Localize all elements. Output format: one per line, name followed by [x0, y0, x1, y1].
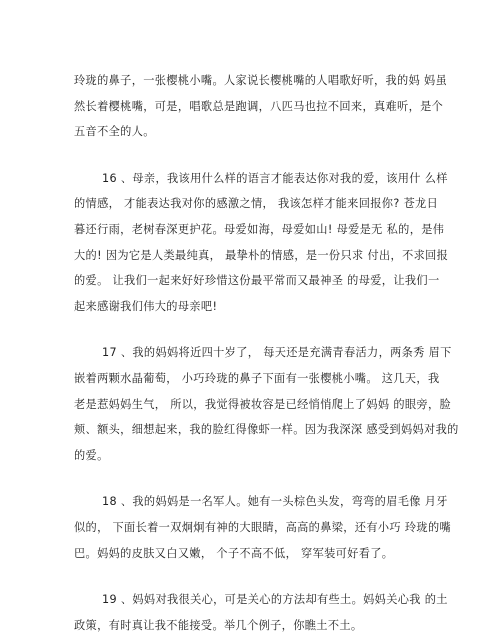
text-line: 16 、母亲，我该用什么样的语言才能表达你对我的爱，该用什 么样 [102, 171, 448, 185]
text-line: 18 、我的妈妈是一名军人。她有一头棕色头发，弯弯的眉毛像 月牙 [102, 495, 448, 509]
text-line: 暮还行雨，老树春深更护花。母爱如海，母爱如山! 母爱是无 私的，是伟 [74, 222, 445, 236]
paragraph-15-end [74, 68, 460, 145]
text-line: 政策，有时真让我不能接受。举几个例子，你瞧土不土。 [74, 618, 363, 632]
text-line: 玲珑的鼻子，一张樱桃小嘴。人家说长樱桃嘴的人唱歌好听，我的妈 妈虽 [74, 74, 448, 87]
text-line: 五音不全的人。 [74, 125, 155, 139]
text-line: 起来感谢我们伟大的母亲吧! [74, 299, 218, 313]
text-line: 巴。妈妈的皮肤又白又嫩， 个子不高不低， 穿军装可好看了。 [74, 546, 394, 560]
text-line: 颊、额头，细想起来，我的脸红得像虾一样。因为我深深 感受到妈妈对我的 [74, 423, 459, 437]
paragraph-18 [74, 489, 460, 566]
text-line: 然长着樱桃嘴，可是，唱歌总是跑调，八匹马也拉不回来，真难听，是个 [74, 99, 444, 113]
paragraph-19 [74, 587, 460, 638]
text-line: 的爱。 让我们一起来好好珍惜这份最平常而又最神圣 的母爱，让我们一 [74, 274, 440, 288]
text-line: 的爱。 [74, 448, 109, 462]
text-line: 嵌着两颗水晶葡萄， 小巧玲珑的鼻子下面有一张樱桃小嘴。 这几天，我 [74, 371, 440, 385]
text-line: 老是惹妈妈生气， 所以，我觉得被妆容是已经悄悄爬上了妈妈 的眼旁，脸 [74, 397, 452, 411]
text-line: 17 、我的妈妈将近四十岁了， 每天还是充满青春活力，两条秀 眉下 [102, 346, 452, 360]
paragraph-16 [74, 166, 460, 320]
text-line: 大的! 因为它是人类最纯真， 最挚朴的情感，是一份只求 付出，不求回报 [74, 248, 449, 262]
paragraph-17 [74, 340, 460, 468]
text-line: 似的， 下面长着一双炯炯有神的大眼睛，高高的鼻梁，还有小巧 玲珑的嘴 [74, 520, 452, 534]
text-line: 19 、妈妈对我很关心，可是关心的方法却有些土。妈妈关心我 的土 [102, 593, 448, 607]
text-line: 的情感， 才能表达我对你的感激之情， 我该怎样才能来回报你? 苍龙日 [74, 197, 439, 211]
